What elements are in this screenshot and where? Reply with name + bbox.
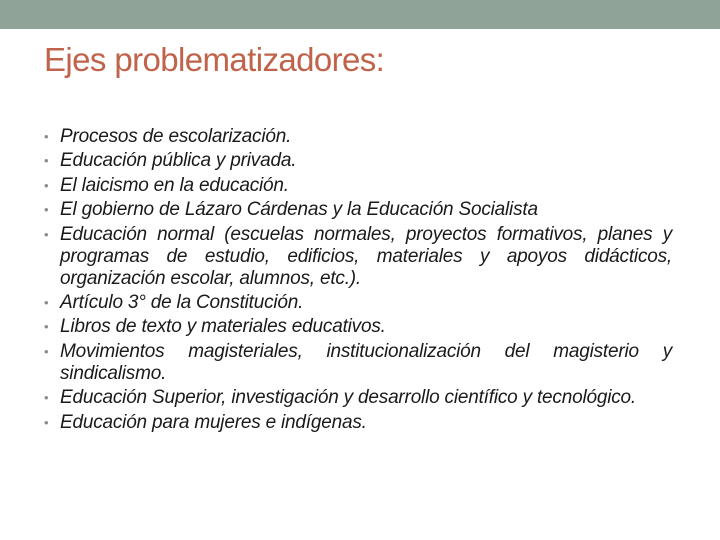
bullet-icon: • (44, 202, 49, 218)
list-item-text: Artículo 3° de la Constitución. (60, 291, 304, 313)
list-item (44, 340, 672, 385)
list-item-text: Procesos de escolarización. (60, 126, 292, 147)
list-item (44, 126, 672, 148)
list-item (44, 150, 672, 172)
bullet-icon: • (44, 319, 49, 335)
bullet-icon: • (44, 390, 49, 406)
top-accent-bar (0, 0, 720, 29)
list-item-text: El laicismo en la educación. (60, 174, 289, 196)
list-item-text: Movimientos magisteriales, institucionalización del magisterio y sindicalismo. (60, 340, 672, 384)
list-item-text: Educación pública y privada. (60, 150, 297, 172)
bullet-icon: • (44, 153, 49, 169)
slide-title: Ejes problematizadores: (44, 41, 385, 78)
bullet-icon: • (44, 414, 49, 430)
list-item-text: El gobierno de Lázaro Cárdenas y la Educación Socialista (60, 199, 538, 221)
list-item (44, 411, 672, 434)
bullet-icon: • (44, 129, 49, 144)
list-item (44, 223, 672, 290)
bullet-icon: • (44, 343, 49, 359)
bullet-icon: • (44, 226, 49, 242)
bullet-list (44, 126, 672, 436)
list-item (44, 174, 672, 197)
list-item (44, 316, 672, 338)
list-item (44, 291, 672, 314)
bullet-icon: • (44, 294, 49, 310)
list-item-text: Educación normal (escuelas normales, proyectos formativos, planes y programas de estudio, edificios, materiales y apoyos didácticos, organización escolar, alumnos, etc.). (60, 223, 672, 289)
list-item (44, 387, 672, 409)
list-item (44, 199, 672, 221)
list-item-text: Libros de texto y materiales educativos. (60, 316, 386, 338)
list-item-text: Educación para mujeres e indígenas. (60, 411, 367, 433)
list-item-text: Educación Superior, investigación y desarrollo científico y tecnológico. (60, 387, 636, 409)
bullet-icon: • (44, 177, 49, 193)
